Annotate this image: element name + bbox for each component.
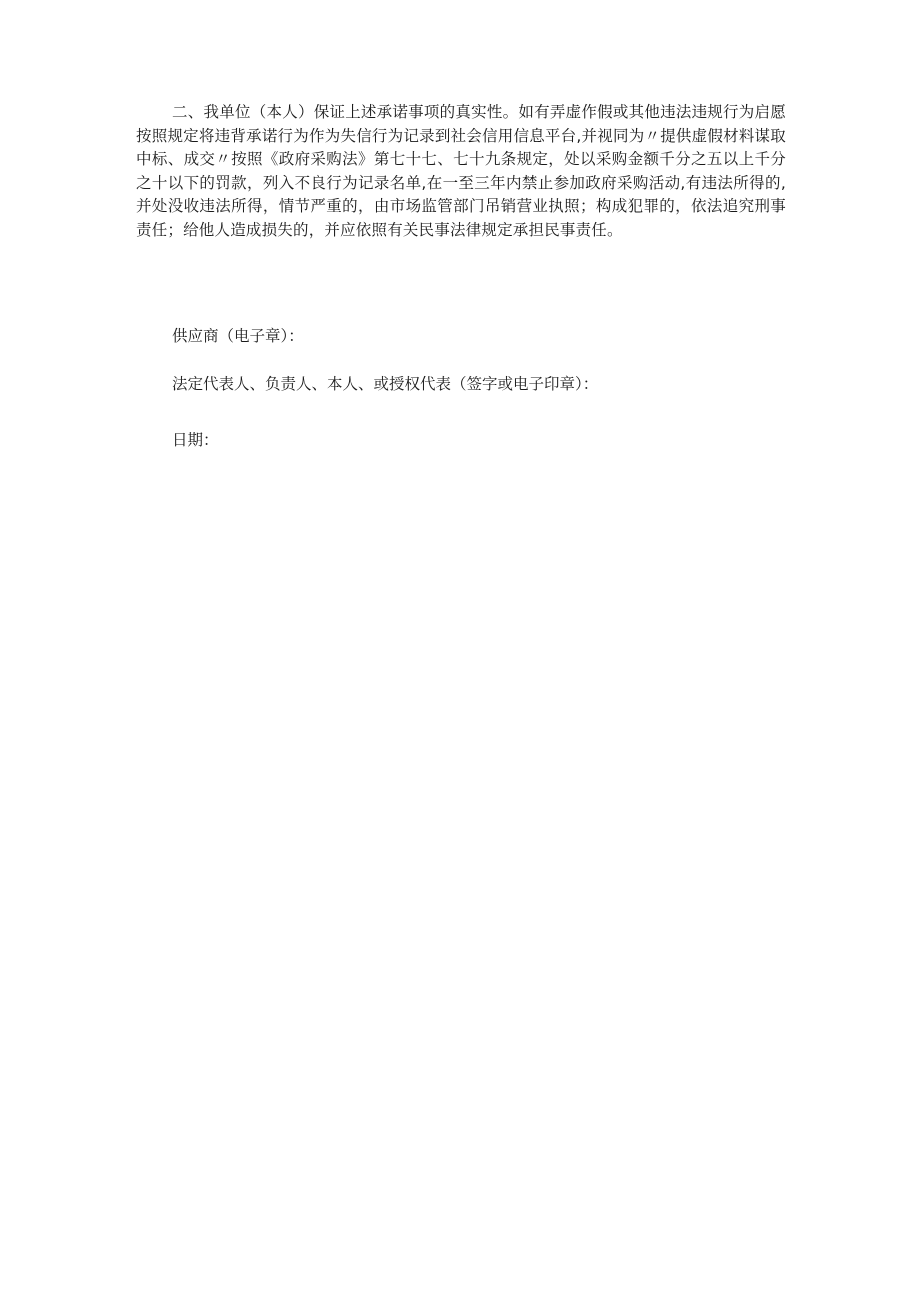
date-label: 日期： [172,431,219,449]
supplier-seal-label: 供应商（电子章）： [172,327,304,345]
commitment-paragraph: 二、我单位（本人）保证上述承诺事项的真实性。如有弄虚作假或其他违法违规行为启愿按照规定将违背承诺行为作为失信行为记录到社会信用信息平台,并视同为〃提供虚假材料谋取中标、成交〃按照《政府采购法》第七十七、七十九条规定，处以采购金额千分之五以上千分之十以下的罚款，列入不良行为记录名单,在一至三年内禁止参加政府采购活动,有违法所得的,并处没收违法所得，情节严重的，由市场监管部门吊销营业执照；构成犯罪的，依法追究刑事责任；给他人造成损失的，并应依照有关民事法律规定承担民事责任。 [136,103,786,239]
representative-signature-label: 法定代表人、负责人、本人、或授权代表（签字或电子印章）： [172,375,599,393]
